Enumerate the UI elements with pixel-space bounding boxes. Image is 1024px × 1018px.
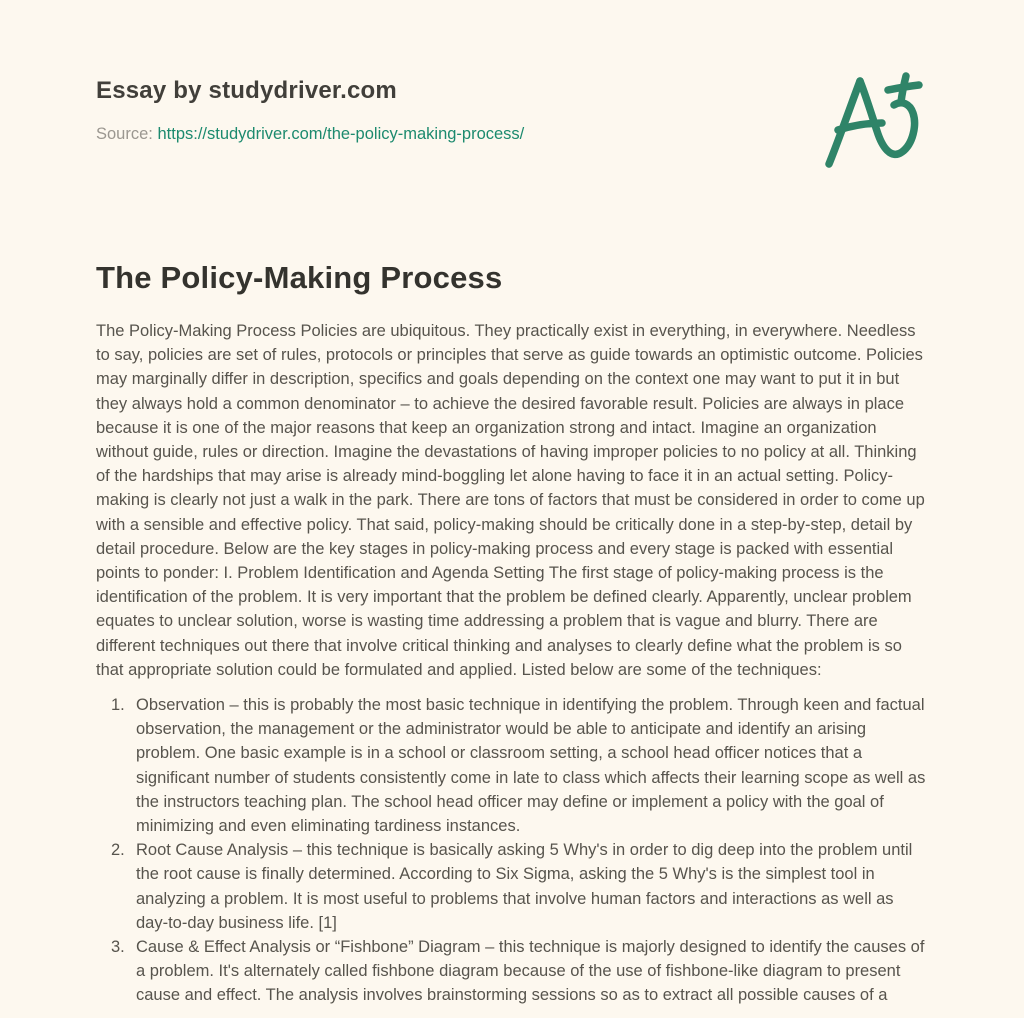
list-item-text: Root Cause Analysis – this technique is basically asking 5 Why's in order to dig deep into the problem until the root cause is finally determined. According to Six Sigma, asking the 5 Why's is the simplest tool in analyzing a problem. It is most useful to problems that involve human factors and interactions as well as day-to-day business life. [1] xyxy=(136,841,913,932)
list-item xyxy=(96,838,928,935)
list-item-number: 1. xyxy=(111,696,125,715)
list-item xyxy=(96,935,928,1008)
techniques-list xyxy=(96,693,928,1008)
list-item-text: Cause & Effect Analysis or “Fishbone” Diagram – this technique is majorly designed to identify the causes of a problem. It's alternately called fishbone diagram because of the use of fishbone-like diagram to present cause and effect. The analysis involves brainstorming sessions so as to extract all possible causes of a xyxy=(136,938,925,1005)
essay-intro-paragraph: The Policy-Making Process Policies are ubiquitous. They practically exist in everything, in everywhere. Needless to say, policies are set of rules, protocols or principles that serve as guide towards an optimistic outcome. Policies may marginally differ in description, specifics and goals depending on the context one may want to put it in but they always hold a common denominator – to achieve the desired favorable result. Policies are always in place because it is one of the major reasons that keep an organization strong and intact. Imagine an organization without guide, rules or direction. Imagine the devastations of having improper policies to no policy at all. Thinking of the hardships that may arise is already mind-boggling let alone having to face it in an actual setting. Policy-making is clearly not just a walk in the park. There are tons of factors that must be considered in order to come up with a sensible and effective policy. That said, policy-making should be critically done in a step-by-step, detail by detail procedure. Below are the key stages in policy-making process and every stage is packed with essential points to ponder: I. Problem Identification and Agenda Setting The first stage of policy-making process is the identification of the problem. It is very important that the problem be defined clearly. Apparently, unclear problem equates to unclear solution, worse is wasting time addressing a problem that is vague and blurry. There are different techniques out there that involve critical thinking and analyses to clearly define what the problem is so that appropriate solution could be formulated and applied. Listed below are some of the techniques: xyxy=(96,322,925,679)
a-plus-logo-icon xyxy=(816,68,928,168)
list-item-number: 2. xyxy=(111,841,125,860)
source-line xyxy=(96,123,524,145)
essay-title: The Policy-Making Process xyxy=(96,260,503,295)
brand-heading: Essay by studydriver.com xyxy=(96,77,397,104)
page-header xyxy=(96,0,928,168)
source-link[interactable]: https://studydriver.com/the-policy-making-process/ xyxy=(157,125,525,143)
source-label: Source: xyxy=(96,125,153,143)
list-item-number: 3. xyxy=(111,938,125,957)
header-text-block xyxy=(96,64,524,145)
list-item xyxy=(96,693,928,838)
list-item-text: Observation – this is probably the most basic technique in identifying the problem. Through keen and factual observation, the management or the administrator would be able to anticipate and identify an arising problem. One basic example is in a school or classroom setting, a school head officer notices that a significant number of students consistently come in late to class which affects their learning scope as well as the instructors teaching plan. The school head officer may define or implement a policy with the goal of minimizing and even eliminating tardiness instances. xyxy=(136,696,926,836)
